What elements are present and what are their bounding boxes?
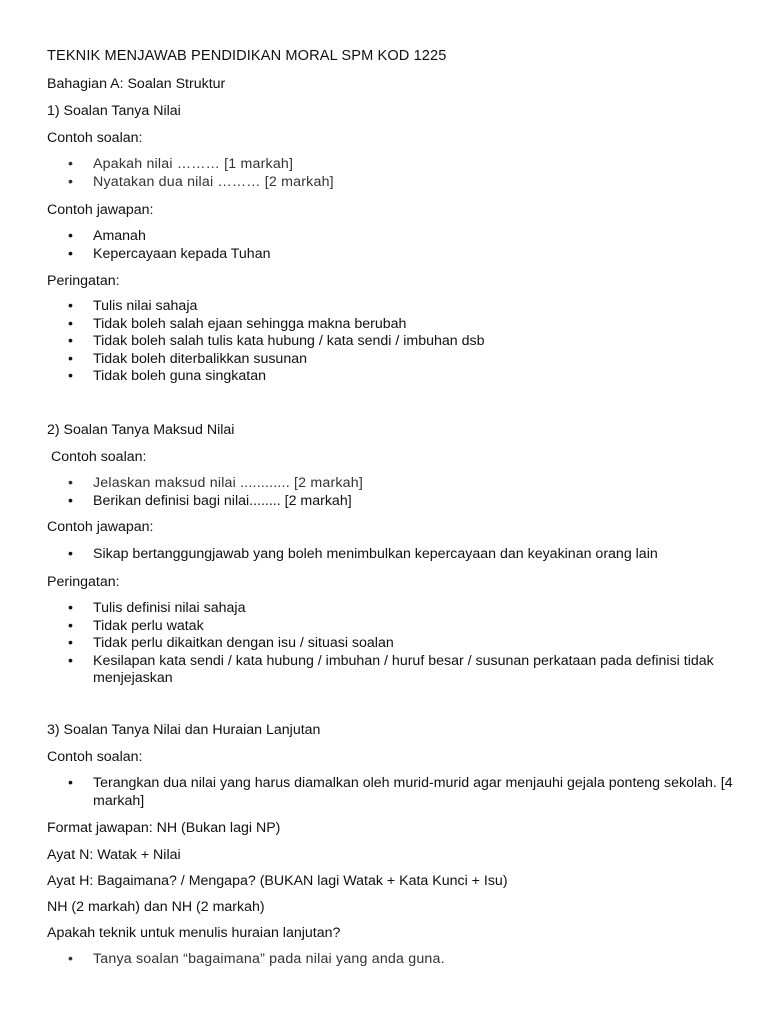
- list-item: • Amanah: [68, 228, 270, 246]
- section-3-tips: [68, 951, 445, 969]
- list-item: • Berikan definisi bagi nilai........ [2 markah]: [68, 493, 363, 511]
- list-item: • Kesilapan kata sendi / kata hubung / imbuhan / huruf besar / susunan perkataan pada definisi tidak menjejaskan: [68, 653, 733, 688]
- marks-allocation: NH (2 markah) dan NH (2 markah): [47, 899, 265, 915]
- section-2-example-questions: [68, 475, 363, 510]
- list-item: • Apakah nilai ……… [1 markah]: [68, 156, 334, 174]
- list-item: • Kepercayaan kepada Tuhan: [68, 246, 270, 264]
- list-item: • Jelaskan maksud nilai ............ [2 markah]: [68, 475, 363, 493]
- list-item: • Tulis nilai sahaja: [68, 298, 484, 316]
- section-2-warnings: [68, 600, 733, 688]
- section-2-heading: 2) Soalan Tanya Maksud Nilai: [47, 422, 235, 438]
- section-1-example-question-label: Contoh soalan:: [47, 130, 143, 146]
- answer-format: Format jawapan: NH (Bukan lagi NP): [47, 820, 281, 836]
- document-title: TEKNIK MENJAWAB PENDIDIKAN MORAL SPM KOD 1225: [47, 48, 447, 64]
- section-1-example-answers: [68, 228, 270, 263]
- list-item: • Tidak perlu dikaitkan dengan isu / situasi soalan: [68, 635, 733, 653]
- section-3-heading: 3) Soalan Tanya Nilai dan Huraian Lanjutan: [47, 722, 321, 738]
- list-item: • Tidak boleh guna singkatan: [68, 368, 484, 386]
- technique-question: Apakah teknik untuk menulis huraian lanjutan?: [47, 925, 341, 941]
- section-2-warning-label: Peringatan:: [47, 574, 120, 590]
- ayat-h: Ayat H: Bagaimana? / Mengapa? (BUKAN lagi Watak + Kata Kunci + Isu): [47, 873, 508, 889]
- list-item: • Sikap bertanggungjawab yang boleh menimbulkan kepercayaan dan keyakinan orang lain: [68, 546, 658, 564]
- section-1-example-questions: [68, 156, 334, 191]
- list-item: • Tidak boleh salah ejaan sehingga makna berubah: [68, 316, 484, 334]
- ayat-n: Ayat N: Watak + Nilai: [47, 847, 181, 863]
- section-1-warnings: [68, 298, 484, 386]
- section-2-example-answer-label: Contoh jawapan:: [47, 519, 154, 535]
- list-item: • Tidak perlu watak: [68, 618, 733, 636]
- section-1-example-answer-label: Contoh jawapan:: [47, 202, 154, 218]
- list-item: • Tulis definisi nilai sahaja: [68, 600, 733, 618]
- section-3-example-question-label: Contoh soalan:: [47, 749, 143, 765]
- list-item: • Nyatakan dua nilai ……… [2 markah]: [68, 174, 334, 192]
- section-2-example-question-label: Contoh soalan:: [51, 449, 147, 465]
- list-item: • Tidak boleh salah tulis kata hubung / kata sendi / imbuhan dsb: [68, 333, 484, 351]
- section-1-warning-label: Peringatan:: [47, 273, 120, 289]
- list-item: • Terangkan dua nilai yang harus diamalkan oleh murid-murid agar menjauhi gejala ponteng sekolah. [4 markah]: [68, 775, 733, 810]
- section-3-example-questions: [68, 775, 733, 810]
- section-1-heading: 1) Soalan Tanya Nilai: [47, 103, 181, 119]
- list-item: • Tidak boleh diterbalikkan susunan: [68, 351, 484, 369]
- part-heading: Bahagian A: Soalan Struktur: [47, 76, 226, 92]
- section-2-example-answers: [68, 546, 658, 564]
- list-item: • Tanya soalan “bagaimana” pada nilai yang anda guna.: [68, 951, 445, 969]
